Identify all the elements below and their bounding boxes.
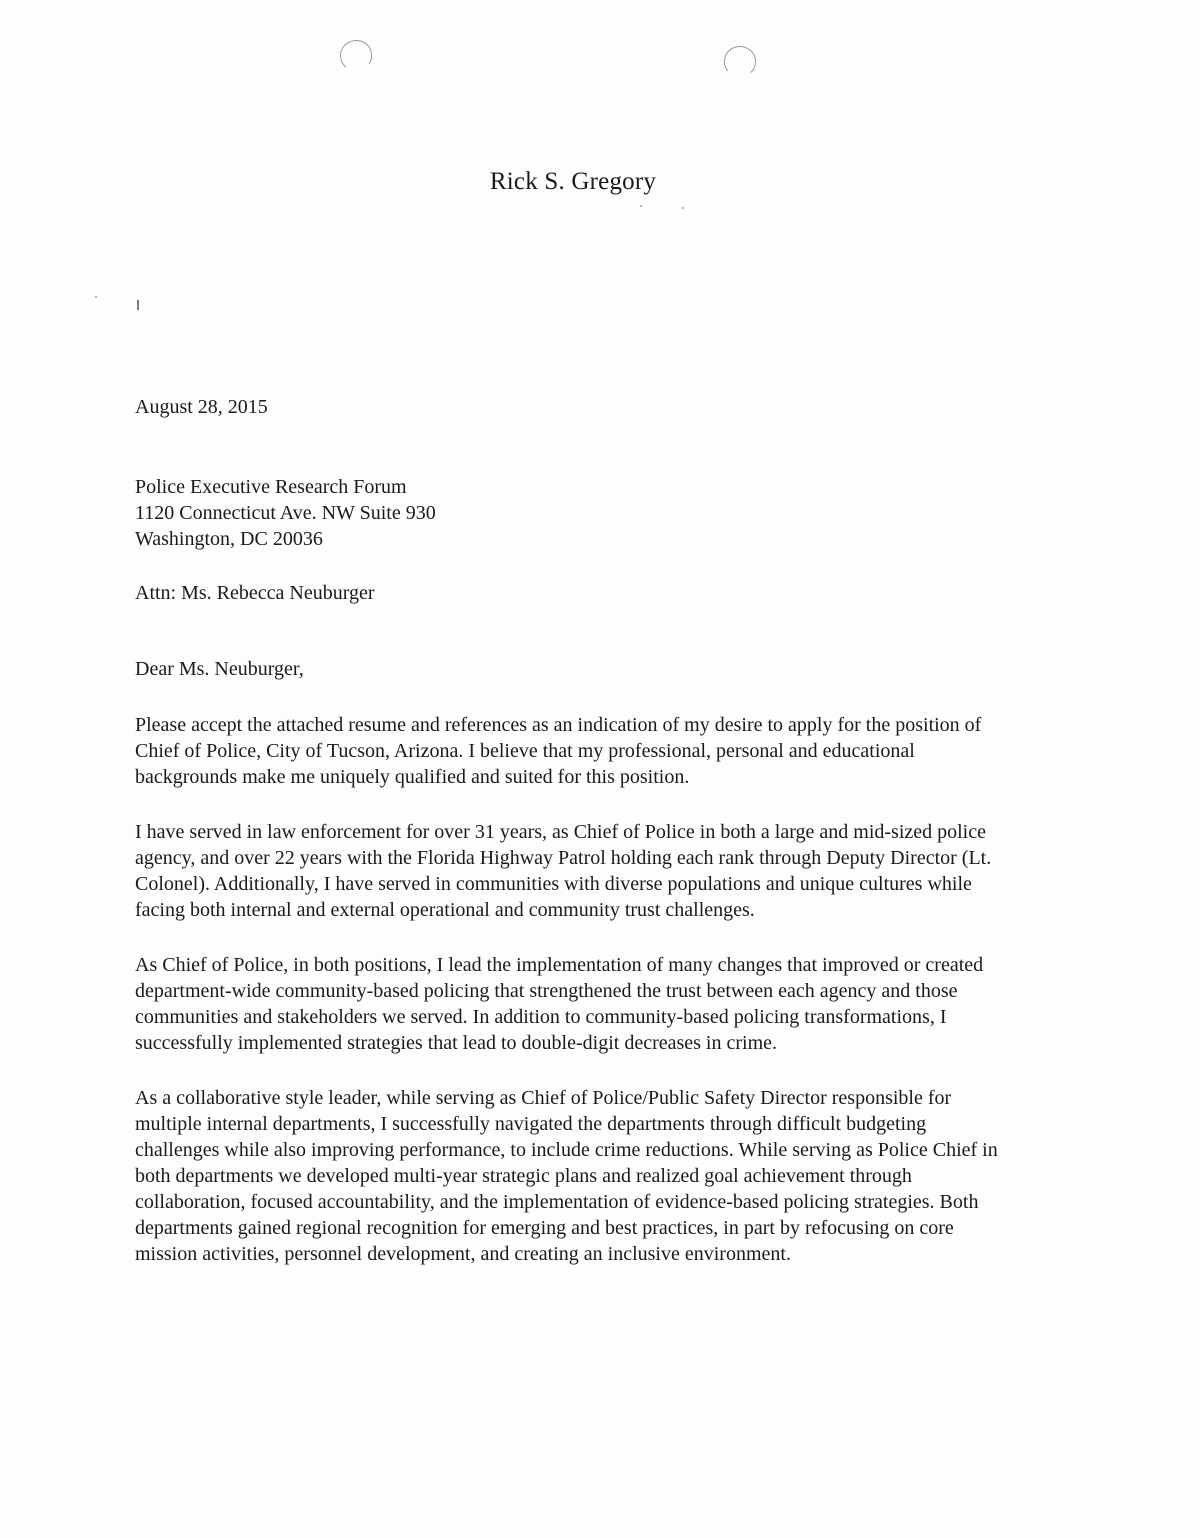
body-paragraph: As Chief of Police, in both positions, I lead the implementation of many changes that improved or created department-wide community-based policing that strengthened the trust between each agency and those communities and stakeholders we served. In addition to community-based policing transformations, I successfully implemented strategies that lead to double-digit decreases in crime.: [135, 954, 984, 1054]
scan-mark: [137, 300, 139, 310]
recipient-address: [135, 474, 1015, 552]
scan-speck: [682, 207, 684, 209]
punch-hole-mark: [338, 38, 374, 72]
address-line: Washington, DC 20036: [135, 528, 323, 550]
scan-speck: [95, 296, 97, 298]
address-line: 1120 Connecticut Ave. NW Suite 930: [135, 502, 436, 524]
salutation: Dear Ms. Neuburger,: [135, 658, 304, 680]
attention-line: Attn: Ms. Rebecca Neuburger: [135, 582, 375, 604]
scan-speck: [640, 205, 642, 207]
letter-date: August 28, 2015: [135, 396, 268, 418]
address-line: Police Executive Research Forum: [135, 476, 407, 498]
body-paragraph: I have served in law enforcement for over 31 years, as Chief of Police in both a large and mid-sized police agency, and over 22 years with the Florida Highway Patrol holding each rank through Deputy Director (Lt. Colonel). Additionally, I have served in communities with diverse populations and unique cultures while facing both internal and external operational and community trust challenges.: [135, 821, 992, 921]
letter-body: [135, 394, 1015, 1296]
punch-hole-mark: [723, 45, 757, 77]
body-paragraph: As a collaborative style leader, while serving as Chief of Police/Public Safety Director responsible for multiple internal departments, I successfully navigated the departments through difficult budgeting challenges while also improving performance, to include crime reductions. While serving as Police Chief in both departments we developed multi-year strategic plans and realized goal achievement through collaboration, focused accountability, and the implementation of evidence-based policing strategies. Both departments gained regional recognition for emerging and best practices, in part by refocusing on core mission activities, personnel development, and creating an inclusive environment.: [135, 1087, 998, 1265]
body-paragraph: Please accept the attached resume and references as an indication of my desire to apply for the position of Chief of Police, City of Tucson, Arizona. I believe that my professional, personal and educational backgrounds make me uniquely qualified and suited for this position.: [135, 714, 982, 788]
sender-name: Rick S. Gregory: [489, 168, 657, 195]
